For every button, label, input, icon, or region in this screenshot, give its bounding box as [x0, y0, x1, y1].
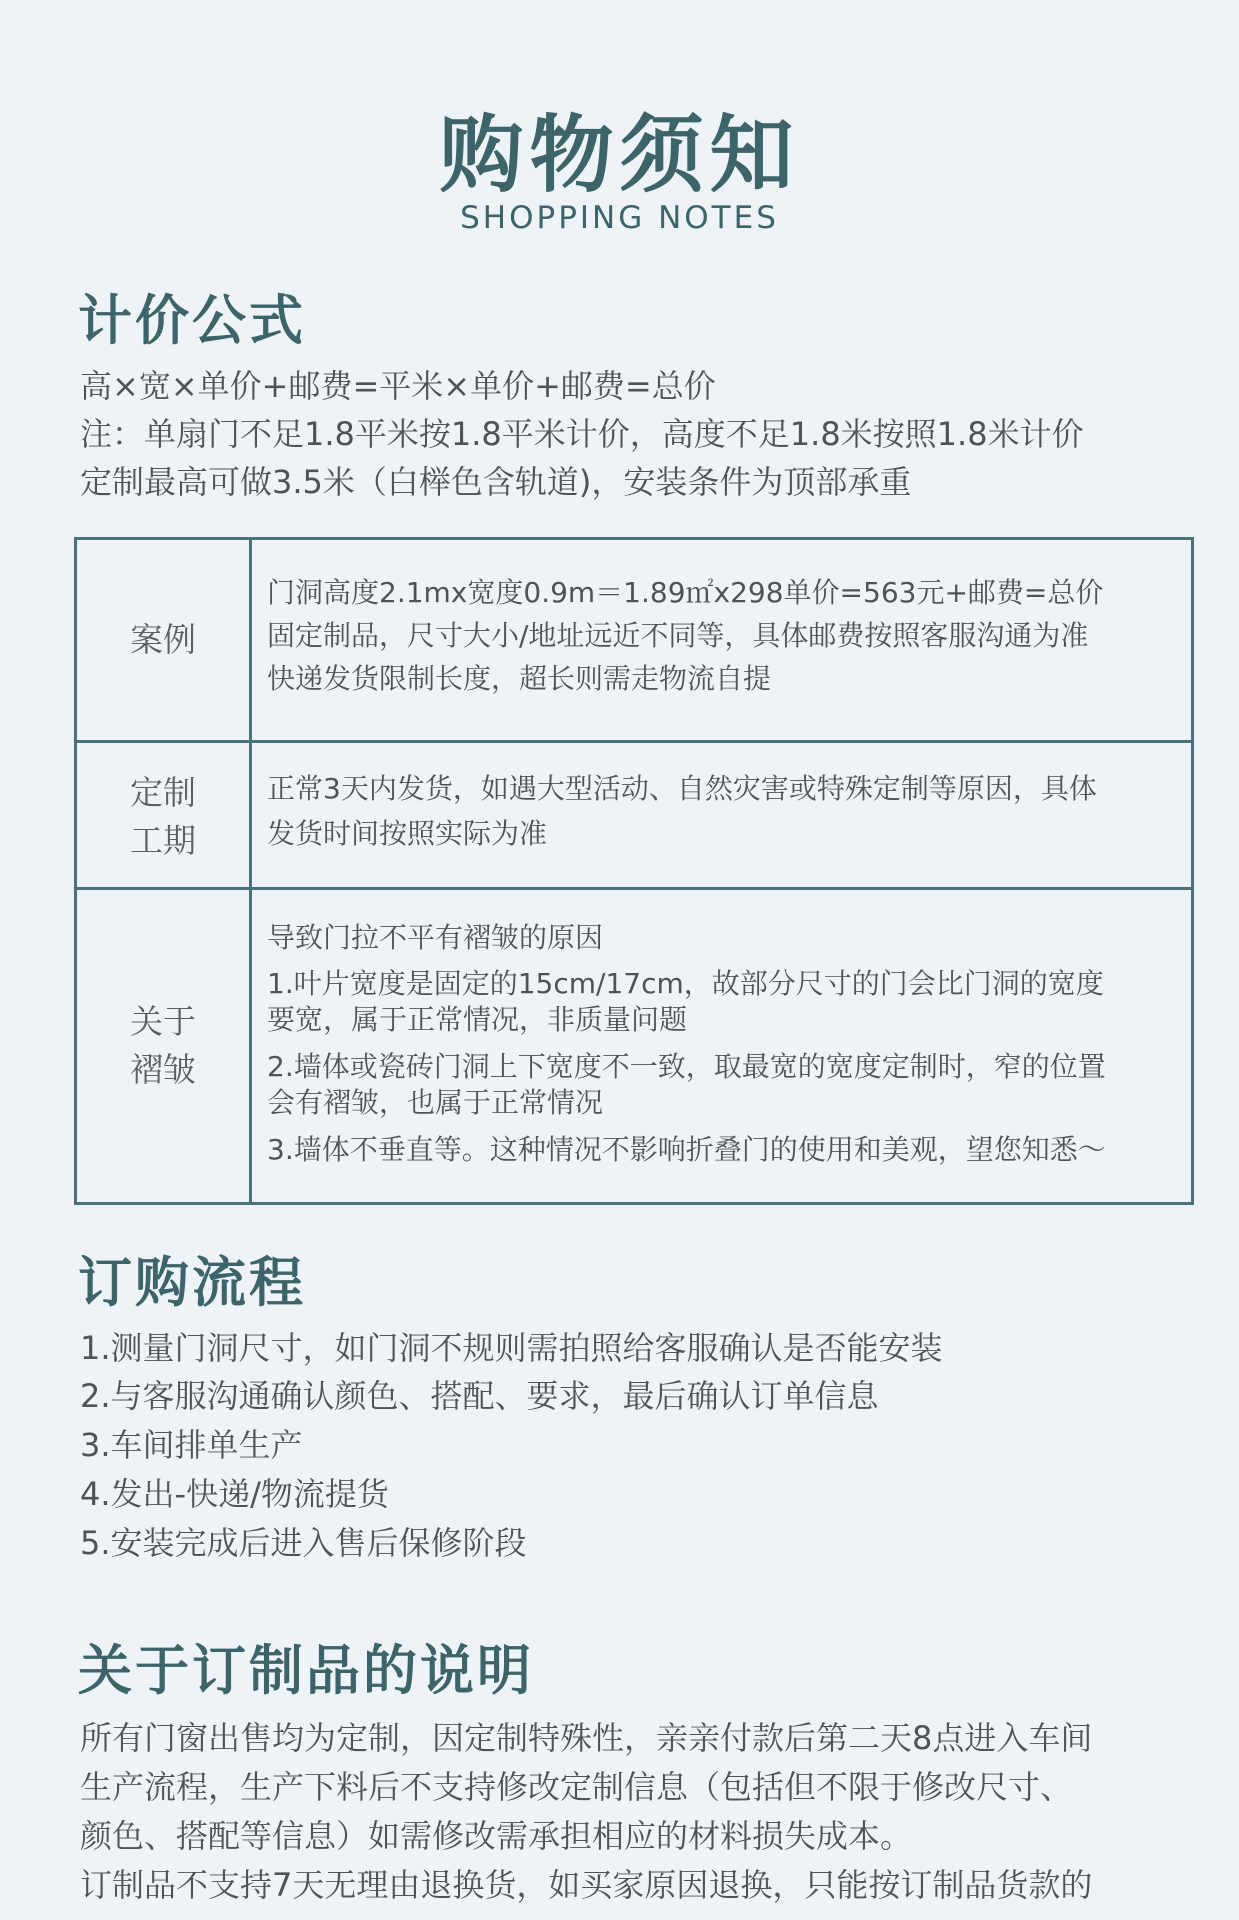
page-title: 购物须知 — [439, 106, 800, 204]
table-row-lead-time — [77, 740, 1191, 890]
custom-line: 订制品不支持7天无理由退换货，如买家原因退换，只能按订制品货款的 — [80, 1866, 1093, 1904]
row-text: 3.墙体不垂直等。这种情况不影响折叠门的使用和美观，望您知悉～ — [267, 1133, 1106, 1166]
pricing-line: 定制最高可做3.5米（白榉色含轨道)，安装条件为顶部承重 — [80, 463, 912, 501]
table-row-wrinkles — [77, 887, 1191, 1202]
process-step: 5.安装完成后进入售后保修阶段 — [80, 1524, 527, 1562]
info-table — [74, 537, 1194, 1205]
row-text: 导致门拉不平有褶皱的原因 — [267, 921, 604, 954]
row-text: 正常3天内发货，如遇大型活动、自然灾害或特殊定制等原因，具体 — [267, 772, 1097, 805]
process-step: 3.车间排单生产 — [80, 1426, 303, 1464]
pricing-line: 高×宽×单价+邮费=平米×单价+邮费=总价 — [80, 367, 716, 405]
row-content — [267, 540, 1167, 740]
pricing-heading: 计价公式 — [78, 289, 306, 352]
process-heading: 订购流程 — [78, 1251, 306, 1314]
row-text: 固定制品，尺寸大小/地址远近不同等，具体邮费按照客服沟通为准 — [267, 619, 1089, 652]
table-row-example — [77, 540, 1191, 740]
process-step: 4.发出-快递/物流提货 — [80, 1475, 389, 1513]
page-subtitle: SHOPPING NOTES — [460, 200, 779, 236]
custom-heading: 关于订制品的说明 — [78, 1639, 534, 1702]
row-label: 定制 工期 — [77, 743, 252, 890]
pricing-line: 注：单扇门不足1.8平米按1.8平米计价，高度不足1.8米按照1.8米计价 — [80, 415, 1084, 453]
process-step: 1.测量门洞尺寸，如门洞不规则需拍照给客服确认是否能安装 — [80, 1329, 943, 1367]
row-text: 门洞高度2.1mx宽度0.9m＝1.89㎡x298单价=563元+邮费=总价 — [267, 576, 1104, 609]
row-text: 会有褶皱，也属于正常情况 — [267, 1086, 604, 1119]
custom-line: 所有门窗出售均为定制，因定制特殊性，亲亲付款后第二天8点进入车间 — [80, 1719, 1093, 1757]
row-label: 关于 褶皱 — [77, 890, 252, 1202]
process-step: 2.与客服沟通确认颜色、搭配、要求，最后确认订单信息 — [80, 1377, 879, 1415]
row-text: 快递发货限制长度，超长则需走物流自提 — [267, 662, 772, 695]
custom-line: 颜色、搭配等信息）如需修改需承担相应的材料损失成本。 — [80, 1817, 913, 1855]
row-content — [267, 890, 1167, 1202]
row-text: 1.叶片宽度是固定的15cm/17cm，故部分尺寸的门会比门洞的宽度 — [267, 967, 1104, 1000]
row-content — [267, 743, 1167, 890]
row-text: 2.墙体或瓷砖门洞上下宽度不一致，取最宽的宽度定制时，窄的位置 — [267, 1050, 1106, 1083]
row-label: 案例 — [77, 540, 252, 740]
row-text: 要宽，属于正常情况，非质量问题 — [267, 1003, 688, 1036]
custom-line: 生产流程，生产下料后不支持修改定制信息（包括但不限于修改尺寸、 — [80, 1768, 1073, 1806]
row-text: 发货时间按照实际为准 — [267, 817, 548, 850]
